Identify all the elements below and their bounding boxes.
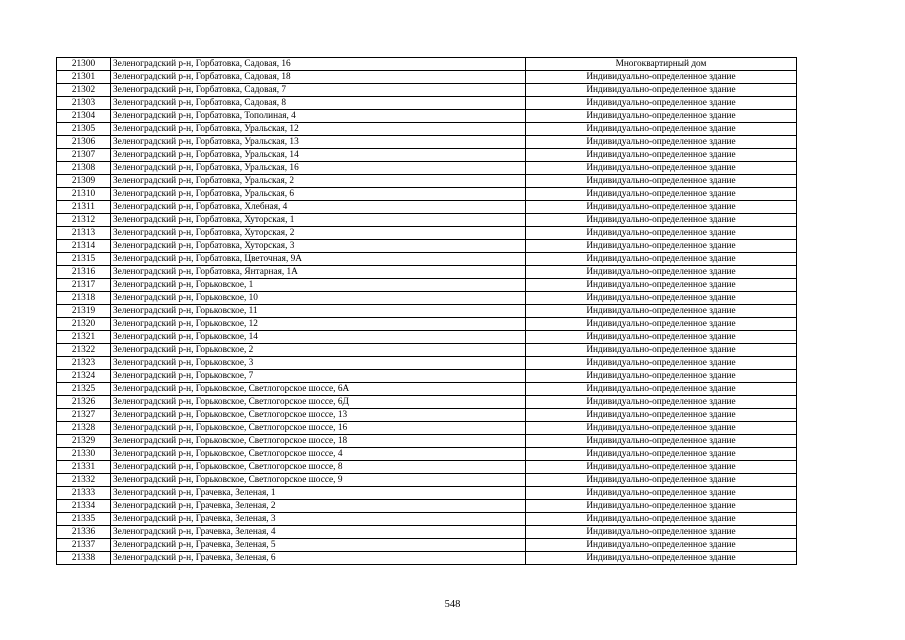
row-number-cell: 21334 — [57, 500, 111, 513]
row-number-cell: 21306 — [57, 136, 111, 149]
address-cell: Зеленоградский р-н, Горьковское, Светлогорское шоссе, 9 — [111, 474, 526, 487]
address-cell: Зеленоградский р-н, Горбатовка, Янтарная, 1А — [111, 266, 526, 279]
row-number-cell: 21307 — [57, 149, 111, 162]
row-number-cell: 21315 — [57, 253, 111, 266]
table-row — [57, 526, 797, 539]
row-number-cell: 21327 — [57, 409, 111, 422]
address-cell: Зеленоградский р-н, Грачевка, Зеленая, 2 — [111, 500, 526, 513]
building-type-cell: Индивидуально-определенное здание — [526, 201, 797, 214]
table-row — [57, 188, 797, 201]
address-cell: Зеленоградский р-н, Горбатовка, Уральская, 6 — [111, 188, 526, 201]
building-type-cell: Индивидуально-определенное здание — [526, 123, 797, 136]
registry-table — [56, 57, 797, 565]
row-number-cell: 21305 — [57, 123, 111, 136]
address-cell: Зеленоградский р-н, Горьковское, Светлогорское шоссе, 13 — [111, 409, 526, 422]
table-row — [57, 318, 797, 331]
table-row — [57, 110, 797, 123]
row-number-cell: 21325 — [57, 383, 111, 396]
table-row — [57, 396, 797, 409]
address-cell: Зеленоградский р-н, Горьковское, Светлогорское шоссе, 18 — [111, 435, 526, 448]
building-type-cell: Индивидуально-определенное здание — [526, 422, 797, 435]
table-row — [57, 539, 797, 552]
table-row — [57, 292, 797, 305]
address-cell: Зеленоградский р-н, Горбатовка, Садовая, 8 — [111, 97, 526, 110]
address-cell: Зеленоградский р-н, Горьковское, 12 — [111, 318, 526, 331]
row-number-cell: 21300 — [57, 58, 111, 71]
building-type-cell: Индивидуально-определенное здание — [526, 513, 797, 526]
row-number-cell: 21326 — [57, 396, 111, 409]
table-row — [57, 383, 797, 396]
table-row — [57, 266, 797, 279]
address-cell: Зеленоградский р-н, Горбатовка, Цветочная, 9А — [111, 253, 526, 266]
table-row — [57, 422, 797, 435]
address-cell: Зеленоградский р-н, Горбатовка, Уральская, 2 — [111, 175, 526, 188]
address-cell: Зеленоградский р-н, Грачевка, Зеленая, 3 — [111, 513, 526, 526]
building-type-cell: Индивидуально-определенное здание — [526, 461, 797, 474]
address-cell: Зеленоградский р-н, Грачевка, Зеленая, 4 — [111, 526, 526, 539]
row-number-cell: 21321 — [57, 331, 111, 344]
row-number-cell: 21311 — [57, 201, 111, 214]
building-type-cell: Индивидуально-определенное здание — [526, 110, 797, 123]
address-cell: Зеленоградский р-н, Горьковское, Светлогорское шоссе, 4 — [111, 448, 526, 461]
address-cell: Зеленоградский р-н, Горбатовка, Хуторская, 2 — [111, 227, 526, 240]
building-type-cell: Индивидуально-определенное здание — [526, 136, 797, 149]
building-type-cell: Индивидуально-определенное здание — [526, 266, 797, 279]
address-cell: Зеленоградский р-н, Горьковское, Светлогорское шоссе, 8 — [111, 461, 526, 474]
building-type-cell: Индивидуально-определенное здание — [526, 448, 797, 461]
row-number-cell: 21324 — [57, 370, 111, 383]
address-cell: Зеленоградский р-н, Горьковское, 2 — [111, 344, 526, 357]
table-row — [57, 331, 797, 344]
row-number-cell: 21313 — [57, 227, 111, 240]
table-row — [57, 513, 797, 526]
table-row — [57, 435, 797, 448]
row-number-cell: 21328 — [57, 422, 111, 435]
building-type-cell: Индивидуально-определенное здание — [526, 370, 797, 383]
table-row — [57, 123, 797, 136]
address-cell: Зеленоградский р-н, Горьковское, Светлогорское шоссе, 6Д — [111, 396, 526, 409]
row-number-cell: 21337 — [57, 539, 111, 552]
row-number-cell: 21317 — [57, 279, 111, 292]
building-type-cell: Индивидуально-определенное здание — [526, 344, 797, 357]
table-row — [57, 448, 797, 461]
table-row — [57, 58, 797, 71]
table-row — [57, 461, 797, 474]
address-cell: Зеленоградский р-н, Горбатовка, Хуторская, 3 — [111, 240, 526, 253]
address-cell: Зеленоградский р-н, Грачевка, Зеленая, 1 — [111, 487, 526, 500]
address-cell: Зеленоградский р-н, Горьковское, 11 — [111, 305, 526, 318]
page-number: 548 — [444, 599, 461, 610]
table-row — [57, 552, 797, 565]
address-cell: Зеленоградский р-н, Грачевка, Зеленая, 5 — [111, 539, 526, 552]
building-type-cell: Индивидуально-определенное здание — [526, 474, 797, 487]
table-row — [57, 474, 797, 487]
row-number-cell: 21318 — [57, 292, 111, 305]
address-cell: Зеленоградский р-н, Горьковское, Светлогорское шоссе, 6А — [111, 383, 526, 396]
address-cell: Зеленоградский р-н, Горбатовка, Уральская, 14 — [111, 149, 526, 162]
building-type-cell: Индивидуально-определенное здание — [526, 526, 797, 539]
row-number-cell: 21335 — [57, 513, 111, 526]
row-number-cell: 21338 — [57, 552, 111, 565]
table-row — [57, 253, 797, 266]
table-row — [57, 201, 797, 214]
building-type-cell: Индивидуально-определенное здание — [526, 162, 797, 175]
building-type-cell: Индивидуально-определенное здание — [526, 487, 797, 500]
address-cell: Зеленоградский р-н, Горьковское, 10 — [111, 292, 526, 305]
row-number-cell: 21312 — [57, 214, 111, 227]
row-number-cell: 21308 — [57, 162, 111, 175]
table-row — [57, 279, 797, 292]
row-number-cell: 21314 — [57, 240, 111, 253]
table-row — [57, 370, 797, 383]
building-type-cell: Индивидуально-определенное здание — [526, 253, 797, 266]
table-row — [57, 357, 797, 370]
table-row — [57, 175, 797, 188]
building-type-cell: Индивидуально-определенное здание — [526, 71, 797, 84]
row-number-cell: 21336 — [57, 526, 111, 539]
address-cell: Зеленоградский р-н, Горьковское, 3 — [111, 357, 526, 370]
building-type-cell: Индивидуально-определенное здание — [526, 383, 797, 396]
building-type-cell: Индивидуально-определенное здание — [526, 331, 797, 344]
row-number-cell: 21329 — [57, 435, 111, 448]
building-type-cell: Индивидуально-определенное здание — [526, 539, 797, 552]
building-type-cell: Индивидуально-определенное здание — [526, 279, 797, 292]
row-number-cell: 21303 — [57, 97, 111, 110]
row-number-cell: 21316 — [57, 266, 111, 279]
table-row — [57, 305, 797, 318]
building-type-cell: Индивидуально-определенное здание — [526, 97, 797, 110]
address-cell: Зеленоградский р-н, Горбатовка, Садовая, 7 — [111, 84, 526, 97]
address-cell: Зеленоградский р-н, Горбатовка, Уральская, 12 — [111, 123, 526, 136]
building-type-cell: Многоквартирный дом — [526, 58, 797, 71]
building-type-cell: Индивидуально-определенное здание — [526, 175, 797, 188]
row-number-cell: 21330 — [57, 448, 111, 461]
table-row — [57, 409, 797, 422]
table-row — [57, 84, 797, 97]
address-cell: Зеленоградский р-н, Горьковское, Светлогорское шоссе, 16 — [111, 422, 526, 435]
table-row — [57, 344, 797, 357]
row-number-cell: 21333 — [57, 487, 111, 500]
address-cell: Зеленоградский р-н, Горбатовка, Хлебная, 4 — [111, 201, 526, 214]
row-number-cell: 21304 — [57, 110, 111, 123]
address-cell: Зеленоградский р-н, Грачевка, Зеленая, 6 — [111, 552, 526, 565]
building-type-cell: Индивидуально-определенное здание — [526, 227, 797, 240]
row-number-cell: 21332 — [57, 474, 111, 487]
row-number-cell: 21320 — [57, 318, 111, 331]
row-number-cell: 21322 — [57, 344, 111, 357]
building-type-cell: Индивидуально-определенное здание — [526, 357, 797, 370]
address-cell: Зеленоградский р-н, Горьковское, 1 — [111, 279, 526, 292]
row-number-cell: 21302 — [57, 84, 111, 97]
row-number-cell: 21319 — [57, 305, 111, 318]
building-type-cell: Индивидуально-определенное здание — [526, 409, 797, 422]
row-number-cell: 21310 — [57, 188, 111, 201]
table-row — [57, 97, 797, 110]
building-type-cell: Индивидуально-определенное здание — [526, 149, 797, 162]
address-cell: Зеленоградский р-н, Горбатовка, Садовая, 18 — [111, 71, 526, 84]
table-row — [57, 240, 797, 253]
address-cell: Зеленоградский р-н, Горьковское, 14 — [111, 331, 526, 344]
building-type-cell: Индивидуально-определенное здание — [526, 214, 797, 227]
building-type-cell: Индивидуально-определенное здание — [526, 396, 797, 409]
table-row — [57, 71, 797, 84]
building-type-cell: Индивидуально-определенное здание — [526, 435, 797, 448]
address-cell: Зеленоградский р-н, Горбатовка, Тополиная, 4 — [111, 110, 526, 123]
table-row — [57, 500, 797, 513]
address-cell: Зеленоградский р-н, Горбатовка, Уральская, 16 — [111, 162, 526, 175]
table-row — [57, 227, 797, 240]
building-type-cell: Индивидуально-определенное здание — [526, 292, 797, 305]
table-row — [57, 149, 797, 162]
building-type-cell: Индивидуально-определенное здание — [526, 84, 797, 97]
address-cell: Зеленоградский р-н, Горьковское, 7 — [111, 370, 526, 383]
row-number-cell: 21323 — [57, 357, 111, 370]
row-number-cell: 21301 — [57, 71, 111, 84]
table-row — [57, 162, 797, 175]
building-type-cell: Индивидуально-определенное здание — [526, 318, 797, 331]
row-number-cell: 21309 — [57, 175, 111, 188]
table-row — [57, 487, 797, 500]
building-type-cell: Индивидуально-определенное здание — [526, 552, 797, 565]
row-number-cell: 21331 — [57, 461, 111, 474]
address-cell: Зеленоградский р-н, Горбатовка, Уральская, 13 — [111, 136, 526, 149]
building-type-cell: Индивидуально-определенное здание — [526, 500, 797, 513]
table-row — [57, 214, 797, 227]
building-type-cell: Индивидуально-определенное здание — [526, 305, 797, 318]
building-type-cell: Индивидуально-определенное здание — [526, 188, 797, 201]
address-cell: Зеленоградский р-н, Горбатовка, Хуторская, 1 — [111, 214, 526, 227]
table-row — [57, 136, 797, 149]
registry-table-body — [57, 58, 797, 565]
address-cell: Зеленоградский р-н, Горбатовка, Садовая, 16 — [111, 58, 526, 71]
building-type-cell: Индивидуально-определенное здание — [526, 240, 797, 253]
